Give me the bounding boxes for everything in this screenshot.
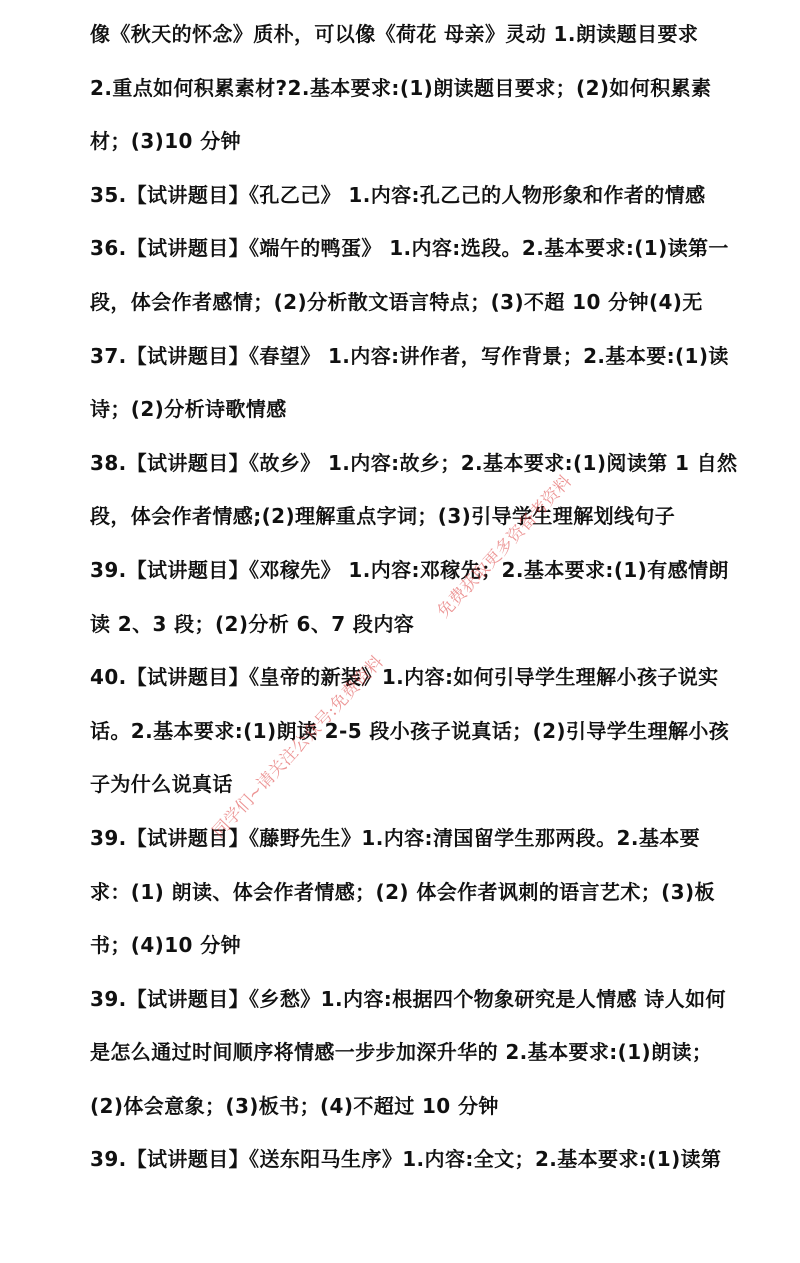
text-line: 书；(4)10 分钟 bbox=[90, 933, 241, 958]
text-line: 材；(3)10 分钟 bbox=[90, 129, 241, 154]
text-line: (2)体会意象；(3)板书；(4)不超过 10 分钟 bbox=[90, 1093, 499, 1118]
text-line: 39.【试讲题目】《送东阳马生序》1.内容:全文；2.基本要求:(1)读第 bbox=[90, 1147, 722, 1172]
text-line: 子为什么说真话 bbox=[90, 772, 233, 797]
text-line: 36.【试讲题目】《端午的鸭蛋》 1.内容:选段。2.基本要求:(1)读第一 bbox=[90, 236, 729, 261]
text-line: 40.【试讲题目】《皇帝的新装》1.内容:如何引导学生理解小孩子说实 bbox=[90, 665, 719, 690]
text-line: 是怎么通过时间顺序将情感一步步加深升华的 2.基本要求:(1)朗读； bbox=[90, 1040, 713, 1065]
text-line: 像《秋天的怀念》质朴，可以像《荷花 母亲》灵动 1.朗读题目要求 bbox=[90, 22, 699, 46]
text-line: 35.【试讲题目】《孔乙己》 1.内容:孔乙己的人物形象和作者的情感 bbox=[90, 182, 706, 207]
document-body bbox=[90, 14, 770, 1193]
watermark-right: 免费获取更多资备考资料 bbox=[433, 471, 576, 623]
text-line: 39.【试讲题目】《乡愁》1.内容:根据四个物象研究是人情感 诗人如何 bbox=[90, 986, 726, 1011]
text-line: 段，体会作者感情；(2)分析散文语言特点；(3)不超 10 分钟(4)无 bbox=[90, 289, 703, 314]
text-line: 话。2.基本要求:(1)朗读 2-5 段小孩子说真话；(2)引导学生理解小孩 bbox=[90, 718, 730, 743]
text-line: 37.【试讲题目】《春望》 1.内容:讲作者，写作背景；2.基本要:(1)读 bbox=[90, 343, 729, 368]
text-line: 段，体会作者情感;(2)理解重点字词；(3)引导学生理解划线句子 bbox=[90, 504, 676, 529]
text-line: 求：(1) 朗读、体会作者情感；(2) 体会作者讽刺的语言艺术；(3)板 bbox=[90, 879, 715, 904]
text-line: 39.【试讲题目】《藤野先生》1.内容:清国留学生那两段。2.基本要 bbox=[90, 825, 701, 850]
text-line: 38.【试讲题目】《故乡》 1.内容:故乡；2.基本要求:(1)阅读第 1 自然 bbox=[90, 450, 738, 475]
text-line: 39.【试讲题目】《邓稼先》 1.内容:邓稼先；2.基本要求:(1)有感情朗 bbox=[90, 557, 729, 582]
text-line: 读 2、3 段；(2)分析 6、7 段内容 bbox=[90, 611, 415, 636]
text-line: 2.重点如何积累素材?2.基本要求:(1)朗读题目要求；(2)如何积累素 bbox=[90, 75, 712, 100]
watermark-left: 同学们~请关注公众号:免费资料 bbox=[208, 652, 388, 843]
text-line: 诗；(2)分析诗歌情感 bbox=[90, 397, 287, 422]
